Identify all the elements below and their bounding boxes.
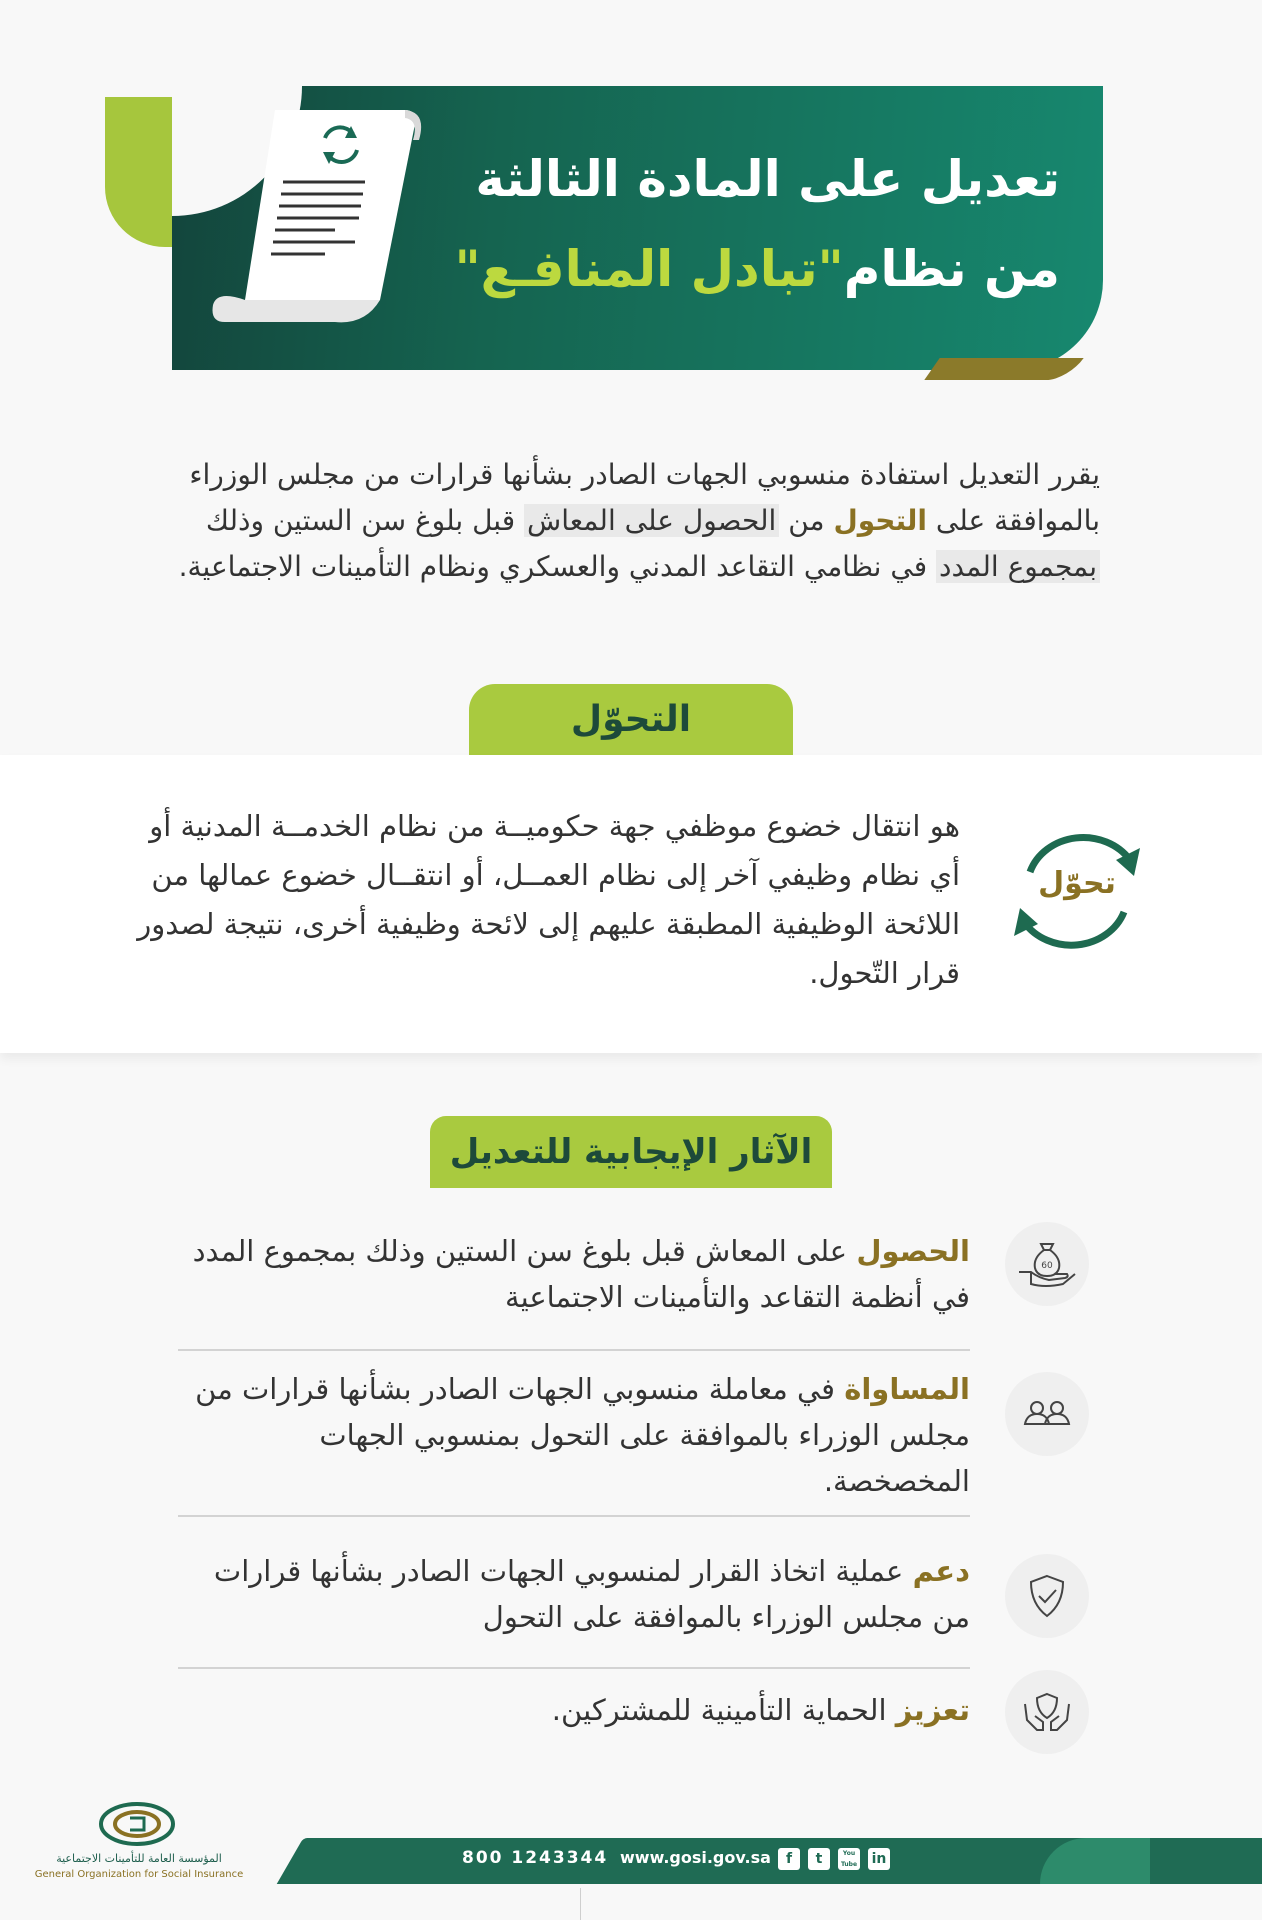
org-name-english: General Organization for Social Insurance bbox=[34, 1869, 244, 1880]
header-title-highlight: "تبادل المنافـع" bbox=[454, 240, 844, 298]
shield-check-icon bbox=[1005, 1554, 1089, 1638]
youtube-icon[interactable]: You Tube bbox=[838, 1848, 860, 1870]
hands-shield-icon bbox=[1005, 1670, 1089, 1754]
effect-lead: دعم bbox=[912, 1554, 970, 1588]
footer-phone[interactable]: 800 1243344 bbox=[462, 1848, 609, 1868]
effect-item bbox=[170, 1548, 970, 1640]
org-name-arabic: المؤسسة العامة للتأمينات الاجتماعية bbox=[56, 1852, 222, 1865]
intro-mark-periods: بمجموع المدد bbox=[936, 550, 1100, 583]
transition-definition: هو انتقال خضوع موظفي جهة حكوميــة من نظام الخدمــة المدنية أو أي نظام وظيفي آخر إلى نظام العمــل، أو انتقــال خضوع عمالها من اللائحة الوظيفية المطبقة عليهم إلى لائحة وظيفية أخرى، نتيجة لصدور قرار التّحول. bbox=[137, 809, 960, 990]
transition-section-tab: التحوّل bbox=[469, 684, 793, 756]
divider bbox=[178, 1667, 970, 1669]
gosi-logo-icon bbox=[92, 1798, 182, 1850]
header-title-line1: تعديل على المادة الثالثة bbox=[475, 150, 1060, 208]
intro-highlight-transition: التحول bbox=[833, 504, 928, 537]
transition-icon-label: تحوّل bbox=[1038, 866, 1116, 901]
effect-item bbox=[170, 1228, 970, 1320]
people-icon bbox=[1005, 1372, 1089, 1456]
effect-lead: الحصول bbox=[856, 1234, 970, 1268]
header-title-prefix: من نظام bbox=[843, 240, 1060, 298]
effect-item bbox=[170, 1366, 970, 1504]
linkedin-icon[interactable]: in bbox=[868, 1848, 890, 1870]
header-title-line2 bbox=[455, 240, 1060, 298]
intro-text-3: قبل بلوغ سن الستين وذلك bbox=[205, 504, 525, 537]
effect-lead: تعزيز bbox=[895, 1693, 970, 1727]
document-scroll-icon bbox=[205, 100, 435, 330]
money-bag-icon bbox=[1005, 1222, 1089, 1306]
divider bbox=[178, 1515, 970, 1517]
effect-text: على المعاش قبل بلوغ سن الستين وذلك بمجموع المدد في أنظمة التقاعد والتأمينات الاجتماعية bbox=[192, 1234, 970, 1314]
effect-item bbox=[170, 1687, 970, 1733]
header-gold-accent bbox=[924, 358, 1083, 380]
intro-text-1: يقرر التعديل استفادة منسوبي الجهات الصادر بشأنها قرارات من مجلس الوزراء بالموافقة على bbox=[189, 458, 1100, 537]
footer-website-link[interactable]: www.gosi.gov.sa bbox=[620, 1848, 771, 1867]
effects-section-tab: الآثار الإيجابية للتعديل bbox=[430, 1116, 832, 1188]
svg-text:60: 60 bbox=[1041, 1261, 1053, 1271]
effect-text: عملية اتخاذ القرار لمنسوبي الجهات الصادر بشأنها قرارات من مجلس الوزراء بالموافقة على التحول bbox=[213, 1554, 970, 1634]
footer-divider bbox=[580, 1888, 581, 1920]
twitter-icon[interactable]: t bbox=[808, 1848, 830, 1870]
intro-text-4: في نظامي التقاعد المدني والعسكري ونظام التأمينات الاجتماعية. bbox=[178, 550, 937, 583]
facebook-icon[interactable]: f bbox=[778, 1848, 800, 1870]
intro-mark-pension: الحصول على المعاش bbox=[524, 504, 779, 537]
intro-paragraph bbox=[118, 452, 1100, 590]
effect-lead: المساواة bbox=[844, 1372, 970, 1406]
divider bbox=[178, 1349, 970, 1351]
effect-text: الحماية التأمينية للمشتركين. bbox=[551, 1693, 896, 1727]
effect-text: في معاملة منسوبي الجهات الصادر بشأنها قرارات من مجلس الوزراء بالموافقة على التحول بمنسوبي الجهات المخصخصة. bbox=[195, 1372, 970, 1498]
intro-text-2: من bbox=[779, 504, 834, 537]
